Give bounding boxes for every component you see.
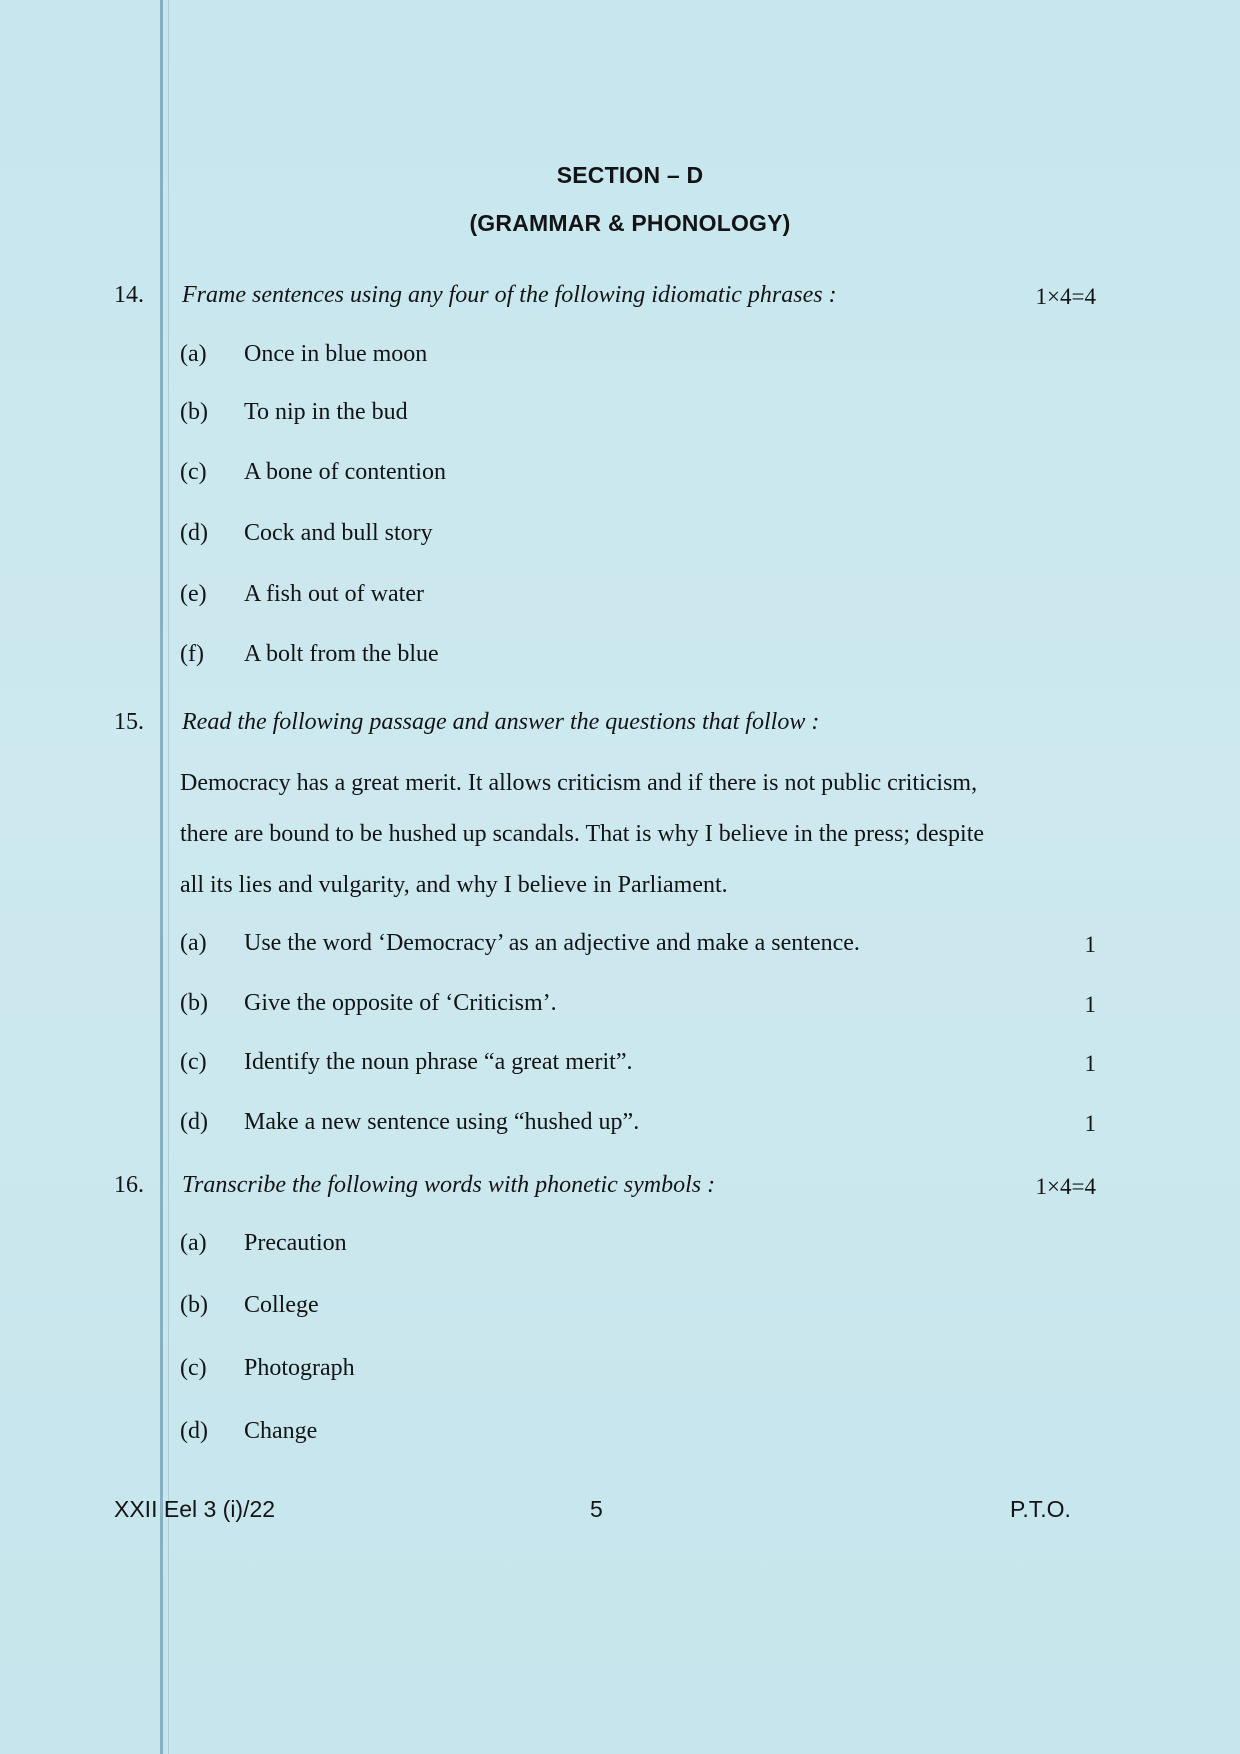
question-16-option-a [180, 1230, 347, 1257]
question-14-marks: 1×4=4 [1035, 284, 1096, 309]
footer-page-number: 5 [590, 1496, 603, 1522]
question-15-option-a-marks: 1 [1084, 932, 1096, 957]
passage-line: Democracy has a great merit. It allows criticism and if there is not public criticism, [180, 770, 978, 796]
question-14-option-f [180, 641, 439, 668]
option-text: Identify the noun phrase “a great merit”. [244, 1049, 633, 1075]
question-15-prompt: Read the following passage and answer the questions that follow : [182, 709, 820, 735]
option-text: Use the word ‘Democracy’ as an adjective and make a sentence. [244, 930, 860, 956]
option-text: Once in blue moon [244, 341, 428, 367]
question-14-option-d [180, 520, 433, 547]
section-title: SECTION – D [556, 162, 704, 188]
question-16-option-d [180, 1418, 317, 1445]
question-15-option-a [180, 930, 860, 957]
question-14-option-a [180, 341, 427, 368]
option-label: (d) [180, 1418, 208, 1444]
question-14-option-b [180, 399, 408, 426]
option-text: Photograph [244, 1355, 355, 1381]
passage-line: there are bound to be hushed up scandals. That is why I believe in the press; despite [180, 821, 985, 847]
option-label: (c) [180, 1355, 207, 1381]
question-14-option-c [180, 459, 446, 486]
option-label: (b) [180, 1292, 208, 1318]
question-15-option-b [180, 990, 557, 1017]
question-14-prompt: Frame sentences using any four of the following idiomatic phrases : [182, 282, 837, 308]
option-label: (f) [180, 641, 204, 667]
question-16-prompt: Transcribe the following words with phonetic symbols : [182, 1172, 716, 1198]
option-text: Make a new sentence using “hushed up”. [244, 1109, 640, 1135]
option-text: Precaution [244, 1230, 347, 1256]
option-label: (a) [180, 1230, 207, 1256]
footer-pto: P.T.O. [1010, 1496, 1071, 1522]
option-label: (a) [180, 341, 207, 367]
footer-paper-code: XXII Eel 3 (i)/22 [114, 1496, 276, 1522]
option-text: Give the opposite of ‘Criticism’. [244, 990, 557, 1016]
question-16-number: 16. [114, 1172, 144, 1198]
question-14-number: 14. [114, 282, 144, 308]
option-label: (c) [180, 459, 207, 485]
passage-line: all its lies and vulgarity, and why I believe in Parliament. [180, 872, 728, 898]
option-text: Change [244, 1418, 318, 1444]
question-16-option-c [180, 1355, 355, 1382]
question-15-option-d [180, 1109, 639, 1136]
passage [180, 758, 1120, 911]
option-label: (b) [180, 990, 208, 1016]
option-text: To nip in the bud [244, 399, 408, 425]
question-15-option-b-marks: 1 [1084, 992, 1096, 1017]
question-15-option-c-marks: 1 [1084, 1051, 1096, 1076]
option-text: A bolt from the blue [244, 641, 439, 667]
option-label: (e) [180, 581, 207, 607]
question-16-option-b [180, 1292, 319, 1319]
question-15-number: 15. [114, 709, 144, 735]
option-label: (b) [180, 399, 208, 425]
option-text: A bone of contention [244, 459, 446, 485]
option-text: College [244, 1292, 319, 1318]
option-label: (d) [180, 1109, 208, 1135]
margin-line-faint [168, 0, 169, 1754]
option-label: (d) [180, 520, 208, 546]
option-text: Cock and bull story [244, 520, 433, 546]
question-15-option-c [180, 1049, 633, 1076]
question-15-option-d-marks: 1 [1084, 1111, 1096, 1136]
margin-line [160, 0, 163, 1754]
option-label: (c) [180, 1049, 207, 1075]
question-16-marks: 1×4=4 [1035, 1174, 1096, 1199]
section-subtitle: (GRAMMAR & PHONOLOGY) [469, 210, 791, 236]
question-14-option-e [180, 581, 424, 608]
option-label: (a) [180, 930, 207, 956]
option-text: A fish out of water [244, 581, 424, 607]
